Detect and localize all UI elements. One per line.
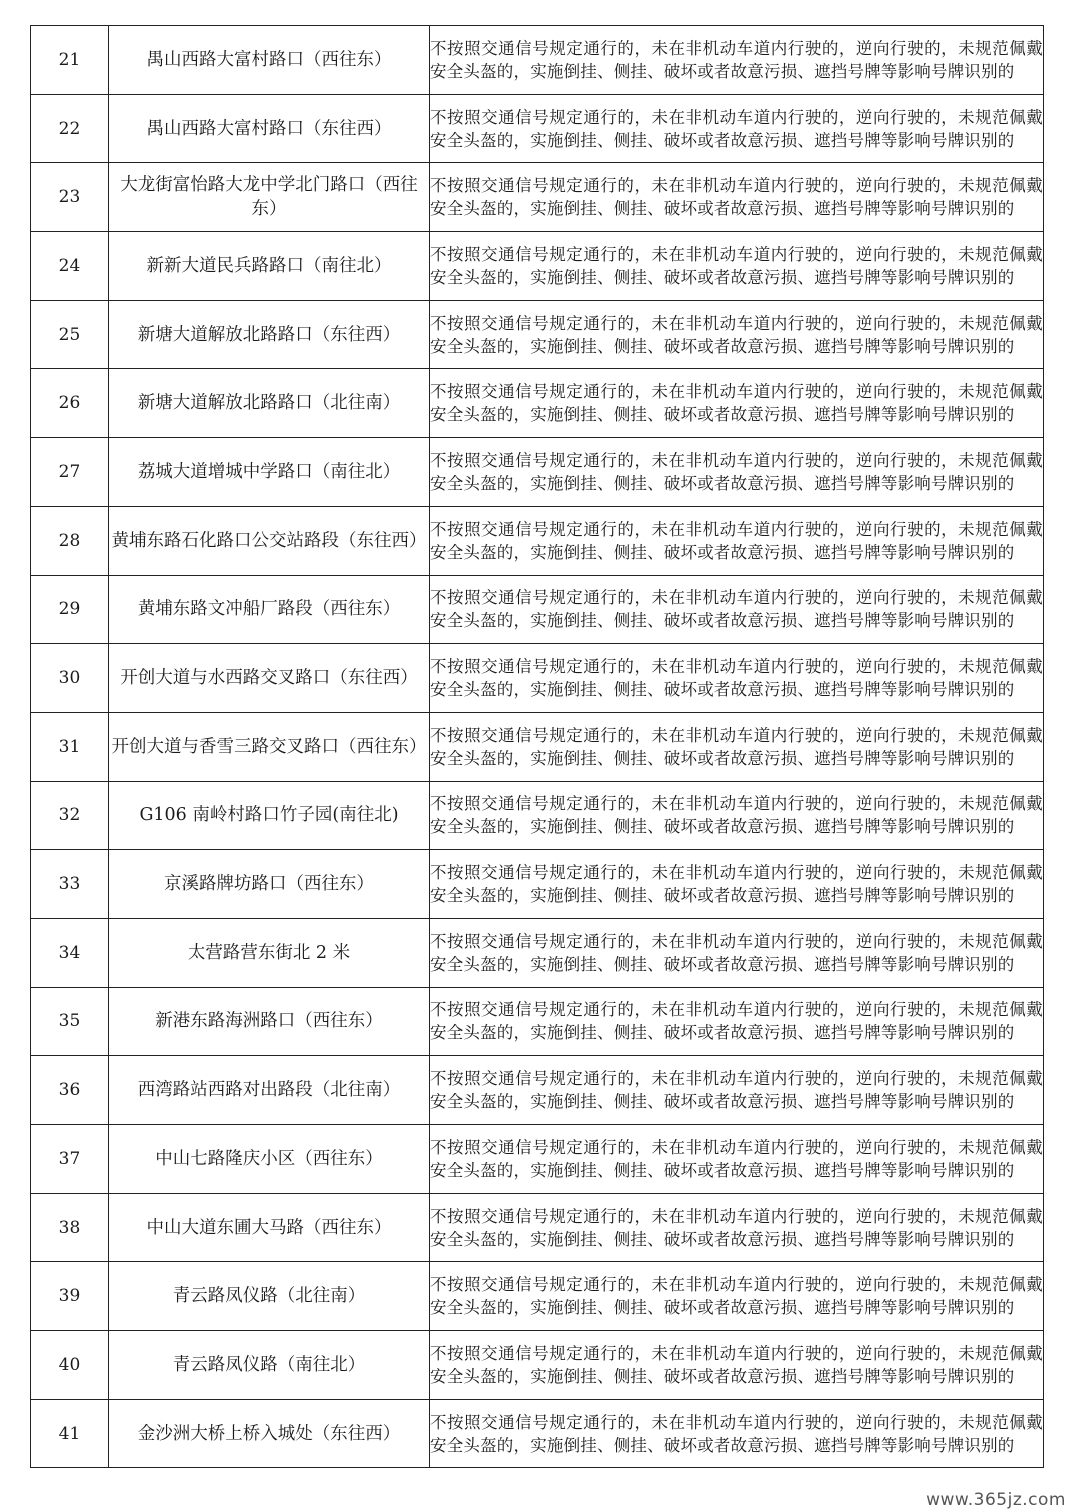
violations-text: 不按照交通信号规定通行的，未在非机动车道内行驶的，逆向行驶的，未规范佩戴安全头盔的，实施倒挂、侧挂、破坏或者故意污损、遮挡号牌等影响号牌识别的 bbox=[430, 313, 1043, 356]
violations-cell bbox=[430, 94, 1044, 163]
violations-cell bbox=[430, 712, 1044, 781]
row-number: 39 bbox=[58, 1286, 81, 1307]
table-row bbox=[31, 918, 1044, 987]
row-number-cell bbox=[31, 987, 109, 1056]
violations-cell bbox=[430, 26, 1044, 95]
location-text: 新港东路海洲路口（西往东） bbox=[155, 1011, 383, 1032]
row-number: 26 bbox=[58, 393, 81, 414]
row-number: 34 bbox=[58, 942, 81, 963]
table-row bbox=[31, 438, 1044, 507]
location-text: 禺山西路大富村路口（西往东） bbox=[146, 49, 392, 70]
table-row bbox=[31, 1331, 1044, 1400]
table-row bbox=[31, 232, 1044, 301]
row-number: 30 bbox=[58, 668, 81, 689]
table-row bbox=[31, 1399, 1044, 1468]
violations-text: 不按照交通信号规定通行的，未在非机动车道内行驶的，逆向行驶的，未规范佩戴安全头盔的，实施倒挂、侧挂、破坏或者故意污损、遮挡号牌等影响号牌识别的 bbox=[430, 588, 1043, 631]
row-number-cell bbox=[31, 644, 109, 713]
location-text: 青云路凤仪路（南往北） bbox=[172, 1354, 366, 1375]
row-number-cell bbox=[31, 712, 109, 781]
table-body bbox=[31, 26, 1044, 1468]
row-number: 37 bbox=[58, 1148, 81, 1169]
violations-cell bbox=[430, 300, 1044, 369]
table-row bbox=[31, 506, 1044, 575]
violations-cell bbox=[430, 232, 1044, 301]
location-cell bbox=[109, 1193, 430, 1262]
row-number: 27 bbox=[58, 461, 81, 482]
violations-text: 不按照交通信号规定通行的，未在非机动车道内行驶的，逆向行驶的，未规范佩戴安全头盔的，实施倒挂、侧挂、破坏或者故意污损、遮挡号牌等影响号牌识别的 bbox=[430, 863, 1043, 906]
location-text: 中山大道东圃大马路（西往东） bbox=[146, 1217, 392, 1238]
location-text: 西湾路站西路对出路段（北往南） bbox=[137, 1080, 401, 1101]
location-cell bbox=[109, 232, 430, 301]
row-number-cell bbox=[31, 26, 109, 95]
row-number: 23 bbox=[58, 187, 81, 208]
row-number-cell bbox=[31, 94, 109, 163]
location-cell bbox=[109, 1262, 430, 1331]
table-row bbox=[31, 300, 1044, 369]
location-text: 荔城大道增城中学路口（南往北） bbox=[137, 461, 401, 482]
row-number-cell bbox=[31, 850, 109, 919]
violations-text: 不按照交通信号规定通行的，未在非机动车道内行驶的，逆向行驶的，未规范佩戴安全头盔的，实施倒挂、侧挂、破坏或者故意污损、遮挡号牌等影响号牌识别的 bbox=[430, 519, 1043, 562]
table-row bbox=[31, 26, 1044, 95]
violations-text: 不按照交通信号规定通行的，未在非机动车道内行驶的，逆向行驶的，未规范佩戴安全头盔的，实施倒挂、侧挂、破坏或者故意污损、遮挡号牌等影响号牌识别的 bbox=[430, 1412, 1043, 1455]
violations-text: 不按照交通信号规定通行的，未在非机动车道内行驶的，逆向行驶的，未规范佩戴安全头盔的，实施倒挂、侧挂、破坏或者故意污损、遮挡号牌等影响号牌识别的 bbox=[430, 176, 1043, 219]
violations-text: 不按照交通信号规定通行的，未在非机动车道内行驶的，逆向行驶的，未规范佩戴安全头盔的，实施倒挂、侧挂、破坏或者故意污损、遮挡号牌等影响号牌识别的 bbox=[430, 794, 1043, 837]
row-number: 33 bbox=[58, 874, 81, 895]
row-number-cell bbox=[31, 1262, 109, 1331]
location-cell bbox=[109, 850, 430, 919]
table-row bbox=[31, 1262, 1044, 1331]
location-text: 开创大道与香雪三路交叉路口（西往东） bbox=[111, 736, 427, 757]
location-cell bbox=[109, 1125, 430, 1194]
table-row bbox=[31, 987, 1044, 1056]
location-cell bbox=[109, 26, 430, 95]
row-number: 32 bbox=[58, 805, 81, 826]
violations-text: 不按照交通信号规定通行的，未在非机动车道内行驶的，逆向行驶的，未规范佩戴安全头盔的，实施倒挂、侧挂、破坏或者故意污损、遮挡号牌等影响号牌识别的 bbox=[430, 244, 1043, 287]
row-number-cell bbox=[31, 575, 109, 644]
row-number: 22 bbox=[58, 118, 81, 139]
table-row bbox=[31, 644, 1044, 713]
table-row bbox=[31, 369, 1044, 438]
location-text: 中山七路隆庆小区（西往东） bbox=[155, 1148, 383, 1169]
table-row bbox=[31, 781, 1044, 850]
violations-cell bbox=[430, 781, 1044, 850]
row-number: 28 bbox=[58, 530, 81, 551]
location-text: 新塘大道解放北路路口（北往南） bbox=[137, 393, 401, 414]
violations-text: 不按照交通信号规定通行的，未在非机动车道内行驶的，逆向行驶的，未规范佩戴安全头盔的，实施倒挂、侧挂、破坏或者故意污损、遮挡号牌等影响号牌识别的 bbox=[430, 1343, 1043, 1386]
location-cell bbox=[109, 506, 430, 575]
violations-text: 不按照交通信号规定通行的，未在非机动车道内行驶的，逆向行驶的，未规范佩戴安全头盔的，实施倒挂、侧挂、破坏或者故意污损、遮挡号牌等影响号牌识别的 bbox=[430, 107, 1043, 150]
row-number-cell bbox=[31, 918, 109, 987]
row-number-cell bbox=[31, 232, 109, 301]
table-row bbox=[31, 712, 1044, 781]
row-number: 35 bbox=[58, 1011, 81, 1032]
row-number-cell bbox=[31, 300, 109, 369]
location-cell bbox=[109, 918, 430, 987]
violations-text: 不按照交通信号规定通行的，未在非机动车道内行驶的，逆向行驶的，未规范佩戴安全头盔的，实施倒挂、侧挂、破坏或者故意污损、遮挡号牌等影响号牌识别的 bbox=[430, 450, 1043, 493]
location-cell bbox=[109, 369, 430, 438]
row-number-cell bbox=[31, 1056, 109, 1125]
violations-text: 不按照交通信号规定通行的，未在非机动车道内行驶的，逆向行驶的，未规范佩戴安全头盔的，实施倒挂、侧挂、破坏或者故意污损、遮挡号牌等影响号牌识别的 bbox=[430, 38, 1043, 81]
table-row bbox=[31, 850, 1044, 919]
violations-cell bbox=[430, 1056, 1044, 1125]
row-number: 29 bbox=[58, 599, 81, 620]
table-row bbox=[31, 1056, 1044, 1125]
violations-text: 不按照交通信号规定通行的，未在非机动车道内行驶的，逆向行驶的，未规范佩戴安全头盔的，实施倒挂、侧挂、破坏或者故意污损、遮挡号牌等影响号牌识别的 bbox=[430, 382, 1043, 425]
location-cell bbox=[109, 163, 430, 232]
location-text: 太营路营东街北 2 米 bbox=[187, 942, 351, 963]
violations-text: 不按照交通信号规定通行的，未在非机动车道内行驶的，逆向行驶的，未规范佩戴安全头盔的，实施倒挂、侧挂、破坏或者故意污损、遮挡号牌等影响号牌识别的 bbox=[430, 1206, 1043, 1249]
row-number-cell bbox=[31, 1331, 109, 1400]
row-number-cell bbox=[31, 1125, 109, 1194]
row-number-cell bbox=[31, 506, 109, 575]
violations-text: 不按照交通信号规定通行的，未在非机动车道内行驶的，逆向行驶的，未规范佩戴安全头盔的，实施倒挂、侧挂、破坏或者故意污损、遮挡号牌等影响号牌识别的 bbox=[430, 1137, 1043, 1180]
row-number: 24 bbox=[58, 255, 81, 276]
table-row bbox=[31, 575, 1044, 644]
location-text: 新新大道民兵路路口（南往北） bbox=[146, 255, 392, 276]
location-cell bbox=[109, 712, 430, 781]
violations-cell bbox=[430, 1193, 1044, 1262]
violations-text: 不按照交通信号规定通行的，未在非机动车道内行驶的，逆向行驶的，未规范佩戴安全头盔的，实施倒挂、侧挂、破坏或者故意污损、遮挡号牌等影响号牌识别的 bbox=[430, 1275, 1043, 1318]
violations-cell bbox=[430, 850, 1044, 919]
violations-text: 不按照交通信号规定通行的，未在非机动车道内行驶的，逆向行驶的，未规范佩戴安全头盔的，实施倒挂、侧挂、破坏或者故意污损、遮挡号牌等影响号牌识别的 bbox=[430, 1069, 1043, 1112]
row-number-cell bbox=[31, 163, 109, 232]
violations-cell bbox=[430, 1262, 1044, 1331]
row-number: 31 bbox=[58, 736, 81, 757]
violations-cell bbox=[430, 918, 1044, 987]
violations-text: 不按照交通信号规定通行的，未在非机动车道内行驶的，逆向行驶的，未规范佩戴安全头盔的，实施倒挂、侧挂、破坏或者故意污损、遮挡号牌等影响号牌识别的 bbox=[430, 725, 1043, 768]
table-row bbox=[31, 163, 1044, 232]
location-text: 黄埔东路石化路口公交站路段（东往西） bbox=[111, 530, 427, 551]
location-cell bbox=[109, 1331, 430, 1400]
violations-text: 不按照交通信号规定通行的，未在非机动车道内行驶的，逆向行驶的，未规范佩戴安全头盔的，实施倒挂、侧挂、破坏或者故意污损、遮挡号牌等影响号牌识别的 bbox=[430, 1000, 1043, 1043]
location-text: 黄埔东路文冲船厂路段（西往东） bbox=[137, 599, 401, 620]
location-text: G106 南岭村路口竹子园(南往北) bbox=[139, 805, 399, 826]
table-row bbox=[31, 1193, 1044, 1262]
violations-cell bbox=[430, 1125, 1044, 1194]
violations-cell bbox=[430, 1331, 1044, 1400]
location-text: 金沙洲大桥上桥入城处（东往西） bbox=[137, 1423, 401, 1444]
location-text: 禺山西路大富村路口（东往西） bbox=[146, 118, 392, 139]
location-text: 大龙街富怡路大龙中学北门路口（西往东） bbox=[120, 175, 418, 220]
site-watermark: www.365jz.com bbox=[926, 1490, 1066, 1510]
row-number: 25 bbox=[58, 324, 81, 345]
row-number-cell bbox=[31, 1193, 109, 1262]
violations-text: 不按照交通信号规定通行的，未在非机动车道内行驶的，逆向行驶的，未规范佩戴安全头盔的，实施倒挂、侧挂、破坏或者故意污损、遮挡号牌等影响号牌识别的 bbox=[430, 931, 1043, 974]
row-number: 40 bbox=[58, 1354, 81, 1375]
violations-cell bbox=[430, 575, 1044, 644]
location-cell bbox=[109, 438, 430, 507]
violations-cell bbox=[430, 438, 1044, 507]
violations-cell bbox=[430, 369, 1044, 438]
row-number: 21 bbox=[58, 49, 81, 70]
violations-cell bbox=[430, 1399, 1044, 1468]
location-cell bbox=[109, 781, 430, 850]
location-text: 新塘大道解放北路路口（东往西） bbox=[137, 324, 401, 345]
row-number-cell bbox=[31, 1399, 109, 1468]
location-text: 青云路凤仪路（北往南） bbox=[172, 1286, 366, 1307]
location-cell bbox=[109, 1056, 430, 1125]
row-number-cell bbox=[31, 438, 109, 507]
location-cell bbox=[109, 987, 430, 1056]
violations-cell bbox=[430, 644, 1044, 713]
enforcement-location-table bbox=[30, 25, 1044, 1468]
location-cell bbox=[109, 1399, 430, 1468]
location-cell bbox=[109, 575, 430, 644]
location-cell bbox=[109, 300, 430, 369]
violations-text: 不按照交通信号规定通行的，未在非机动车道内行驶的，逆向行驶的，未规范佩戴安全头盔的，实施倒挂、侧挂、破坏或者故意污损、遮挡号牌等影响号牌识别的 bbox=[430, 657, 1043, 700]
violations-cell bbox=[430, 506, 1044, 575]
row-number-cell bbox=[31, 369, 109, 438]
table-row bbox=[31, 1125, 1044, 1194]
location-cell bbox=[109, 644, 430, 713]
location-text: 开创大道与水西路交叉路口（东往西） bbox=[120, 668, 418, 689]
table-row bbox=[31, 94, 1044, 163]
row-number: 41 bbox=[58, 1423, 81, 1444]
violations-cell bbox=[430, 163, 1044, 232]
row-number-cell bbox=[31, 781, 109, 850]
location-cell bbox=[109, 94, 430, 163]
violations-cell bbox=[430, 987, 1044, 1056]
location-text: 京溪路牌坊路口（西往东） bbox=[164, 874, 374, 895]
row-number: 38 bbox=[58, 1217, 81, 1238]
row-number: 36 bbox=[58, 1080, 81, 1101]
